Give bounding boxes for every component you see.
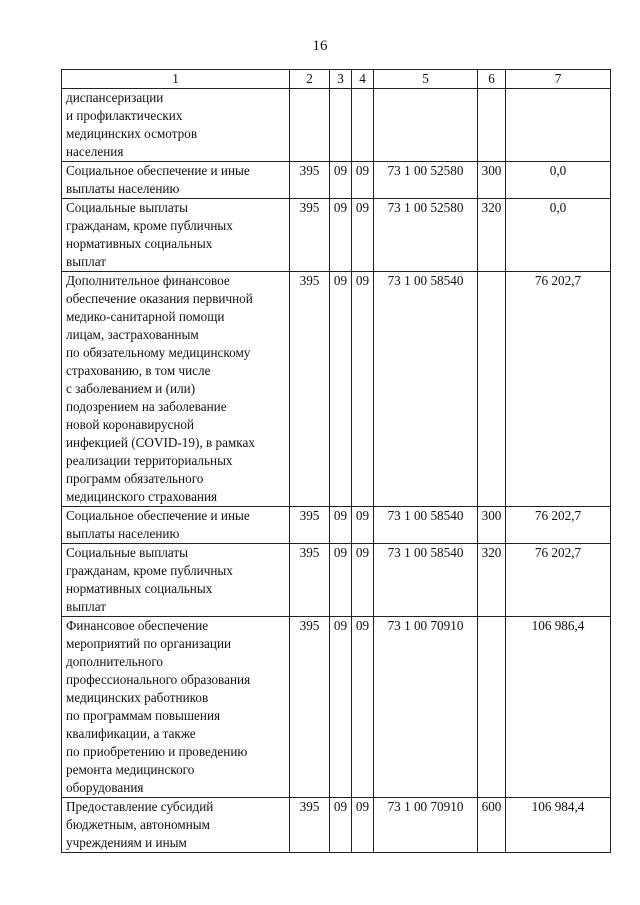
cell-col6: 300 bbox=[478, 507, 506, 544]
cell-col7: 106 984,4 bbox=[506, 798, 611, 853]
table-row bbox=[62, 162, 611, 199]
cell-col5: 73 1 00 70910 bbox=[374, 798, 478, 853]
cell-col5: 73 1 00 58540 bbox=[374, 507, 478, 544]
table-row bbox=[62, 272, 611, 507]
table-body bbox=[62, 89, 611, 853]
header-row bbox=[62, 70, 611, 89]
column-header: 2 bbox=[290, 70, 330, 89]
table-row bbox=[62, 798, 611, 853]
column-header: 4 bbox=[352, 70, 374, 89]
row-name: Предоставление субсидий бюджетным, автономным учреждениям и иным bbox=[62, 798, 290, 853]
cell-col2: 395 bbox=[290, 544, 330, 617]
table-row bbox=[62, 544, 611, 617]
cell-col6: 320 bbox=[478, 199, 506, 272]
cell-col2: 395 bbox=[290, 798, 330, 853]
cell-col6: 600 bbox=[478, 798, 506, 853]
cell-col5 bbox=[374, 89, 478, 162]
cell-col2: 395 bbox=[290, 507, 330, 544]
column-header: 6 bbox=[478, 70, 506, 89]
table-row bbox=[62, 199, 611, 272]
cell-col7: 76 202,7 bbox=[506, 272, 611, 507]
cell-col4: 09 bbox=[352, 798, 374, 853]
cell-col6: 320 bbox=[478, 544, 506, 617]
cell-col2: 395 bbox=[290, 272, 330, 507]
cell-col3: 09 bbox=[330, 798, 352, 853]
cell-col4 bbox=[352, 89, 374, 162]
cell-col6 bbox=[478, 617, 506, 798]
cell-col5: 73 1 00 52580 bbox=[374, 162, 478, 199]
cell-col7: 0,0 bbox=[506, 162, 611, 199]
cell-col4: 09 bbox=[352, 507, 374, 544]
column-header: 5 bbox=[374, 70, 478, 89]
cell-col5: 73 1 00 58540 bbox=[374, 272, 478, 507]
cell-col3 bbox=[330, 89, 352, 162]
cell-col5: 73 1 00 52580 bbox=[374, 199, 478, 272]
cell-col3: 09 bbox=[330, 617, 352, 798]
cell-col4: 09 bbox=[352, 544, 374, 617]
cell-col4: 09 bbox=[352, 199, 374, 272]
row-name: Социальные выплаты гражданам, кроме публичных нормативных социальных выплат bbox=[62, 199, 290, 272]
row-name: Финансовое обеспечение мероприятий по организации дополнительного профессионального образования медицинских работников по программам повышения квалификации, а также по приобретению и проведению ремонта медицинского оборудования bbox=[62, 617, 290, 798]
cell-col7: 0,0 bbox=[506, 199, 611, 272]
cell-col6 bbox=[478, 272, 506, 507]
table-row bbox=[62, 617, 611, 798]
cell-col4: 09 bbox=[352, 162, 374, 199]
cell-col7: 106 986,4 bbox=[506, 617, 611, 798]
cell-col5: 73 1 00 58540 bbox=[374, 544, 478, 617]
cell-col7: 76 202,7 bbox=[506, 507, 611, 544]
table-row bbox=[62, 507, 611, 544]
cell-col3: 09 bbox=[330, 544, 352, 617]
budget-table bbox=[61, 69, 611, 853]
column-header: 3 bbox=[330, 70, 352, 89]
column-header: 7 bbox=[506, 70, 611, 89]
cell-col2: 395 bbox=[290, 199, 330, 272]
row-name: Социальные выплаты гражданам, кроме публичных нормативных социальных выплат bbox=[62, 544, 290, 617]
cell-col7: 76 202,7 bbox=[506, 544, 611, 617]
cell-col5: 73 1 00 70910 bbox=[374, 617, 478, 798]
row-name: Дополнительное финансовое обеспечение оказания первичной медико-санитарной помощи лицам, застрахованным по обязательному медицинскому страхованию, в том числе с заболеванием и (или) подозрением на заболевание новой коронавирусной инфекцией (COVID-19), в рамках реализации территориальных программ обязательного медицинского страхования bbox=[62, 272, 290, 507]
page-number: 16 bbox=[312, 38, 328, 54]
cell-col6: 300 bbox=[478, 162, 506, 199]
cell-col3: 09 bbox=[330, 162, 352, 199]
row-name: Социальное обеспечение и иные выплаты населению bbox=[62, 162, 290, 199]
table-header bbox=[62, 70, 611, 89]
cell-col3: 09 bbox=[330, 199, 352, 272]
table-row bbox=[62, 89, 611, 162]
cell-col3: 09 bbox=[330, 507, 352, 544]
cell-col4: 09 bbox=[352, 272, 374, 507]
column-header: 1 bbox=[62, 70, 290, 89]
cell-col2: 395 bbox=[290, 617, 330, 798]
cell-col2 bbox=[290, 89, 330, 162]
cell-col6 bbox=[478, 89, 506, 162]
cell-col2: 395 bbox=[290, 162, 330, 199]
row-name: диспансеризации и профилактических медицинских осмотров населения bbox=[62, 89, 290, 162]
cell-col7 bbox=[506, 89, 611, 162]
cell-col4: 09 bbox=[352, 617, 374, 798]
cell-col3: 09 bbox=[330, 272, 352, 507]
row-name: Социальное обеспечение и иные выплаты населению bbox=[62, 507, 290, 544]
